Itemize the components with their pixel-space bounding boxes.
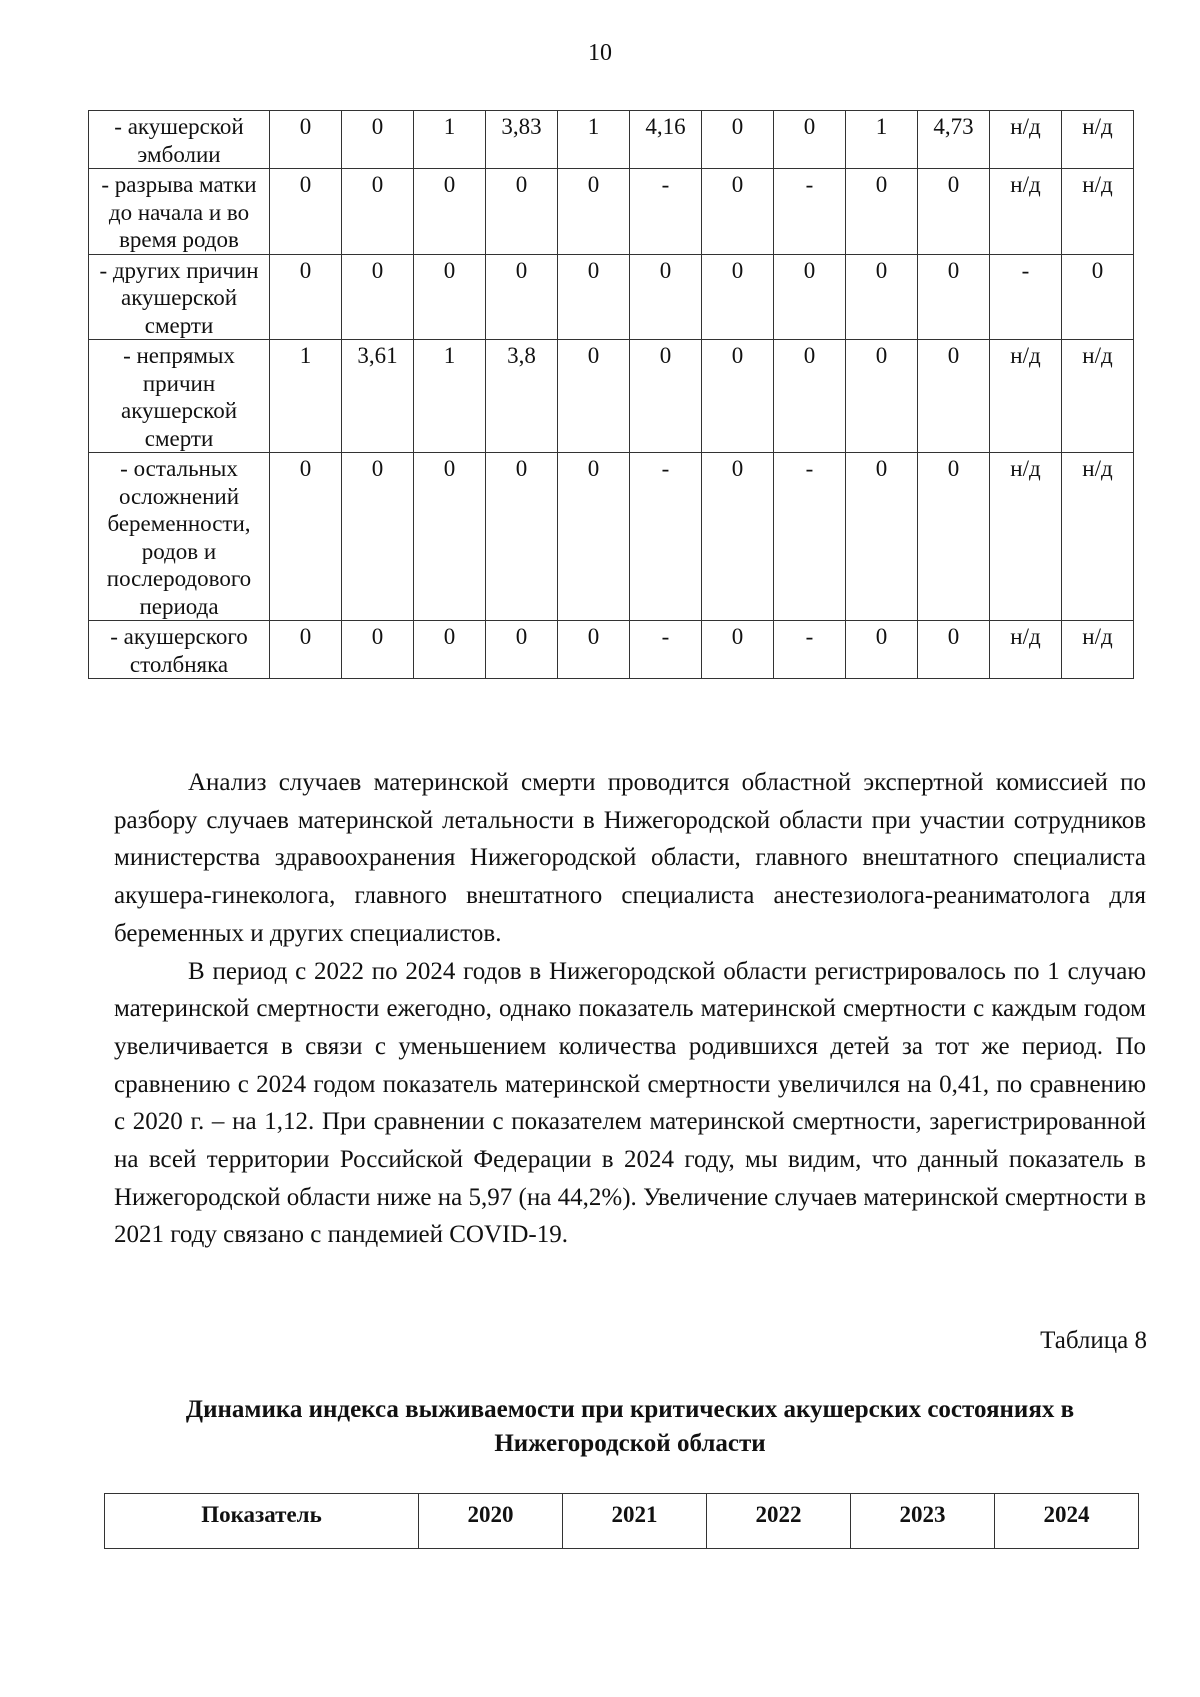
table-caption: Таблица 8 bbox=[1040, 1327, 1147, 1354]
column-header: 2024 bbox=[995, 1494, 1139, 1549]
table-cell: 0 bbox=[702, 169, 774, 255]
table-cell: 0 bbox=[270, 169, 342, 255]
table-cell: 0 bbox=[846, 254, 918, 340]
table-cell: 3,61 bbox=[342, 340, 414, 453]
table-cell: 0 bbox=[774, 254, 846, 340]
table-cell: 0 bbox=[846, 169, 918, 255]
table-cell: 0 bbox=[702, 453, 774, 621]
table-cell: 0 bbox=[342, 621, 414, 679]
column-header: 2023 bbox=[851, 1494, 995, 1549]
table-cell: - bbox=[774, 453, 846, 621]
body-text bbox=[114, 764, 1146, 1254]
table-cell: 0 bbox=[702, 340, 774, 453]
table-cell: н/д bbox=[990, 340, 1062, 453]
table-row bbox=[89, 169, 1134, 255]
table-cell: н/д bbox=[990, 621, 1062, 679]
table-cell: 0 bbox=[846, 340, 918, 453]
table-cell: 0 bbox=[486, 169, 558, 255]
table-cell: 0 bbox=[270, 254, 342, 340]
table-cell: 0 bbox=[918, 169, 990, 255]
table-row bbox=[89, 111, 1134, 169]
table-cell: - bbox=[630, 453, 702, 621]
table-cell: 1 bbox=[414, 111, 486, 169]
table-cell: н/д bbox=[1062, 111, 1134, 169]
table-cell: н/д bbox=[990, 169, 1062, 255]
table-cell: 0 bbox=[486, 254, 558, 340]
table-cell: 0 bbox=[414, 169, 486, 255]
table-cell: 0 bbox=[558, 169, 630, 255]
table-cell: 0 bbox=[414, 621, 486, 679]
table-cell: 0 bbox=[558, 254, 630, 340]
table-cell: 0 bbox=[918, 621, 990, 679]
table-cell: 0 bbox=[342, 169, 414, 255]
table-cell: 1 bbox=[846, 111, 918, 169]
table-cell: 3,8 bbox=[486, 340, 558, 453]
table-cell: - bbox=[630, 169, 702, 255]
table-cell: 0 bbox=[342, 254, 414, 340]
table-cell: н/д bbox=[1062, 169, 1134, 255]
table-cell: 0 bbox=[702, 621, 774, 679]
table-cell: н/д bbox=[990, 111, 1062, 169]
table-cell: 0 bbox=[558, 340, 630, 453]
table-header-row bbox=[105, 1494, 1139, 1549]
table-cell: 0 bbox=[702, 254, 774, 340]
paragraph-analysis: Анализ случаев материнской смерти проводится областной экспертной комиссией по разбору случаев материнской летальности в Нижегородской области при участии сотрудников министерства здравоохранения Нижегородской области, главного внештатного специалиста акушера-гинеколога, главного внештатного специалиста анестезиолога-реаниматолога для беременных и других специалистов. bbox=[114, 769, 1146, 947]
table-cell: 0 bbox=[630, 340, 702, 453]
table-cell: 0 bbox=[558, 453, 630, 621]
table-row bbox=[89, 453, 1134, 621]
table-cell: 0 bbox=[774, 111, 846, 169]
table-title: Динамика индекса выживаемости при критических акушерских состояниях в Нижегородской области bbox=[185, 1396, 1075, 1457]
table-row bbox=[89, 254, 1134, 340]
table-cell: 0 bbox=[702, 111, 774, 169]
survival-index-table bbox=[104, 1493, 1139, 1549]
table-cell: 0 bbox=[270, 621, 342, 679]
table-cell: 0 bbox=[846, 621, 918, 679]
table-cell: 0 bbox=[630, 254, 702, 340]
table-cell: 4,16 bbox=[630, 111, 702, 169]
row-label: - других причин акушерской смерти bbox=[89, 254, 270, 340]
table-cell: 3,83 bbox=[486, 111, 558, 169]
table-cell: 0 bbox=[846, 453, 918, 621]
table-cell: н/д bbox=[1062, 453, 1134, 621]
row-label: - остальных осложнений беременности, родов и послеродового периода bbox=[89, 453, 270, 621]
row-label: - разрыва матки до начала и во время родов bbox=[89, 169, 270, 255]
maternal-mortality-causes-table bbox=[88, 110, 1134, 679]
table-cell: 0 bbox=[414, 254, 486, 340]
table-cell: 0 bbox=[558, 621, 630, 679]
table-row bbox=[89, 340, 1134, 453]
row-label: - акушерского столбняка bbox=[89, 621, 270, 679]
table-cell: 0 bbox=[342, 453, 414, 621]
table-cell: - bbox=[630, 621, 702, 679]
table-cell: н/д bbox=[1062, 340, 1134, 453]
table-cell: - bbox=[990, 254, 1062, 340]
row-label: - непрямых причин акушерской смерти bbox=[89, 340, 270, 453]
table-cell: 0 bbox=[342, 111, 414, 169]
table-cell: 1 bbox=[414, 340, 486, 453]
table-cell: н/д bbox=[990, 453, 1062, 621]
table-cell: 0 bbox=[1062, 254, 1134, 340]
paragraph-period: В период с 2022 по 2024 годов в Нижегородской области регистрировалось по 1 случаю материнской смертности ежегодно, однако показатель материнской смертности с каждым годом увеличивается в связи с уменьшением количества родившихся детей за тот же период. По сравнению с 2024 годом показатель материнской смертности увеличился на 0,41, по сравнению с 2020 г. – на 1,12. При сравнении с показателем материнской смертности, зарегистрированной на всей территории Российской Федерации в 2024 году, мы видим, что данный показатель в Нижегородской области ниже на 5,97 (на 44,2%). Увеличение случаев материнской смертности в 2021 году связано с пандемией COVID-19. bbox=[114, 957, 1146, 1249]
table-cell: 1 bbox=[270, 340, 342, 453]
table-cell: 0 bbox=[918, 254, 990, 340]
table-row bbox=[89, 621, 1134, 679]
table-cell: 0 bbox=[270, 111, 342, 169]
table-cell: 4,73 bbox=[918, 111, 990, 169]
row-label: - акушерской эмболии bbox=[89, 111, 270, 169]
table-cell: 0 bbox=[918, 453, 990, 621]
column-header: 2020 bbox=[419, 1494, 563, 1549]
table-cell: - bbox=[774, 169, 846, 255]
column-header: 2021 bbox=[563, 1494, 707, 1549]
table-cell: 0 bbox=[486, 621, 558, 679]
table-cell: 0 bbox=[414, 453, 486, 621]
table-cell: 0 bbox=[270, 453, 342, 621]
column-header: Показатель bbox=[105, 1494, 419, 1549]
table-cell: 0 bbox=[486, 453, 558, 621]
table-cell: 1 bbox=[558, 111, 630, 169]
page-number: 10 bbox=[588, 40, 612, 66]
column-header: 2022 bbox=[707, 1494, 851, 1549]
table-cell: 0 bbox=[774, 340, 846, 453]
table-cell: 0 bbox=[918, 340, 990, 453]
table-cell: - bbox=[774, 621, 846, 679]
table-cell: н/д bbox=[1062, 621, 1134, 679]
